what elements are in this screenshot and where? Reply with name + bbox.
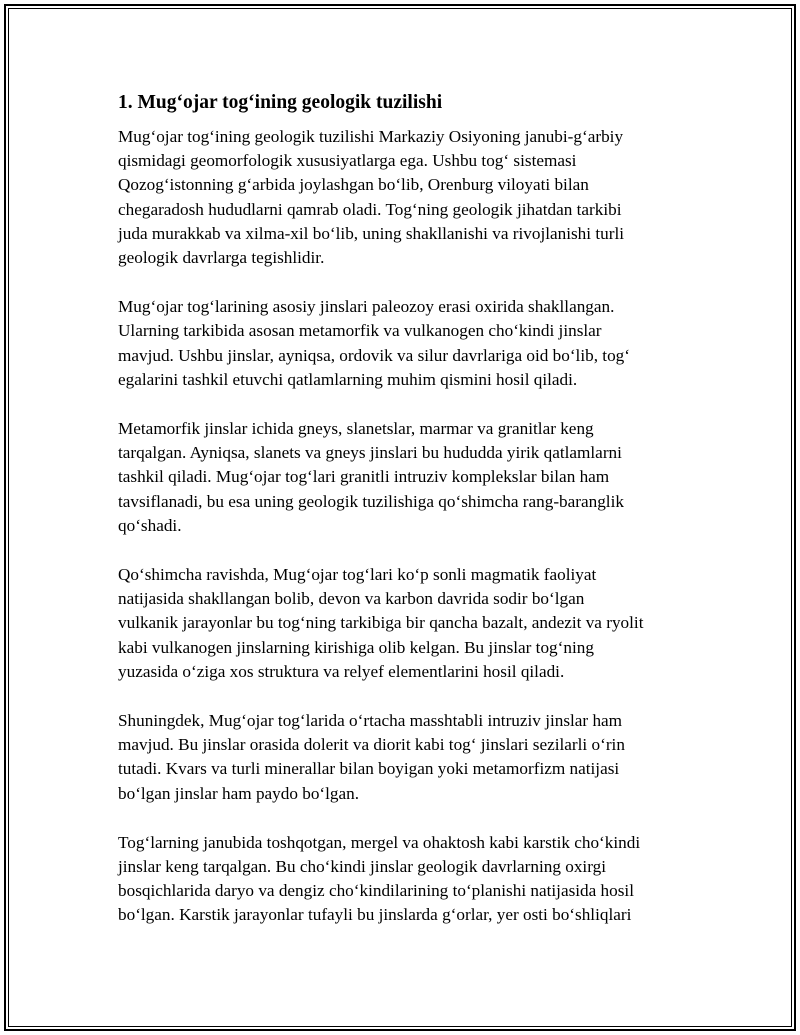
text-line: qo‘shadi. <box>118 515 182 535</box>
text-line: yuzasida o‘ziga xos struktura va relyef elementlarini hosil qiladi. <box>118 661 565 681</box>
text-line: Qozog‘istonning g‘arbida joylashgan bo‘lib, Orenburg viloyati bilan <box>118 175 589 195</box>
text-line: jinslar keng tarqalgan. Bu cho‘kindi jinslar geologik davrlarning oxirgi <box>118 857 606 877</box>
text-line: Mug‘ojar tog‘larining asosiy jinslari paleozoy erasi oxirida shakllangan. <box>118 297 615 317</box>
text-line: bo‘lgan. Karstik jarayonlar tufayli bu jinslarda g‘orlar, yer osti bo‘shliqlari <box>118 905 632 925</box>
text-line: Qo‘shimcha ravishda, Mug‘ojar tog‘lari ko‘p sonli magmatik faoliyat <box>118 565 597 585</box>
paragraph-container <box>118 125 690 928</box>
document-body <box>118 91 690 953</box>
text-line: vulkanik jarayonlar bu tog‘ning tarkibiga bir qancha bazalt, andezit va ryolit <box>118 613 644 633</box>
paragraph <box>118 709 690 806</box>
text-line: kabi vulkanogen jinslarning kirishiga olib kelgan. Bu jinslar tog‘ning <box>118 637 594 657</box>
text-line: tarqalgan. Ayniqsa, slanets va gneys jinslari bu hududda yirik qatlamlarni <box>118 443 622 463</box>
text-line: bo‘lgan jinslar ham paydo bo‘lgan. <box>118 783 360 803</box>
text-line: natijasida shakllangan bolib, devon va karbon davrida sodir bo‘lgan <box>118 589 585 609</box>
text-line: bosqichlarida daryo va dengiz cho‘kindilarining to‘planishi natijasida hosil <box>118 881 634 901</box>
text-line: mavjud. Bu jinslar orasida dolerit va diorit kabi tog‘ jinslari sezilarli o‘rin <box>118 735 625 755</box>
text-line: Tog‘larning janubida toshqotgan, mergel va ohaktosh kabi karstik cho‘kindi <box>118 832 641 852</box>
text-line: juda murakkab va xilma-xil bo‘lib, uning shakllanishi va rivojlanishi turli <box>118 223 624 243</box>
text-line: mavjud. Ushbu jinslar, ayniqsa, ordovik va silur davrlariga oid bo‘lib, tog‘ <box>118 345 630 365</box>
section-heading: 1. Mug‘ojar tog‘ining geologik tuzilishi <box>118 92 443 113</box>
text-line: qismidagi geomorfologik xususiyatlarga ega. Ushbu tog‘ sistemasi <box>118 151 577 171</box>
text-line: tavsiflanadi, bu esa uning geologik tuzilishiga qo‘shimcha rang-baranglik <box>118 491 624 511</box>
text-line: Metamorfik jinslar ichida gneys, slanetslar, marmar va granitlar keng <box>118 419 594 439</box>
text-line: Ularning tarkibida asosan metamorfik va vulkanogen cho‘kindi jinslar <box>118 321 602 341</box>
paragraph <box>118 563 690 684</box>
paragraph <box>118 417 690 538</box>
text-line: tutadi. Kvars va turli minerallar bilan boyigan yoki metamorfizm natijasi <box>118 759 620 779</box>
text-line: geologik davrlarga tegishlidir. <box>118 248 325 268</box>
text-line: egalarini tashkil etuvchi qatlamlarning muhim qismini hosil qiladi. <box>118 369 578 389</box>
text-line: Shuningdek, Mug‘ojar tog‘larida o‘rtacha masshtabli intruziv jinslar ham <box>118 711 623 731</box>
paragraph <box>118 831 690 928</box>
paragraph <box>118 125 690 270</box>
paragraph <box>118 295 690 392</box>
text-line: Mug‘ojar tog‘ining geologik tuzilishi Markaziy Osiyoning janubi-g‘arbiy <box>118 127 624 146</box>
text-line: tashkil qiladi. Mug‘ojar tog‘lari granitli intruziv komplekslar bilan ham <box>118 467 610 487</box>
text-line: chegaradosh hududlarni qamrab oladi. Tog‘ning geologik jihatdan tarkibi <box>118 199 622 219</box>
